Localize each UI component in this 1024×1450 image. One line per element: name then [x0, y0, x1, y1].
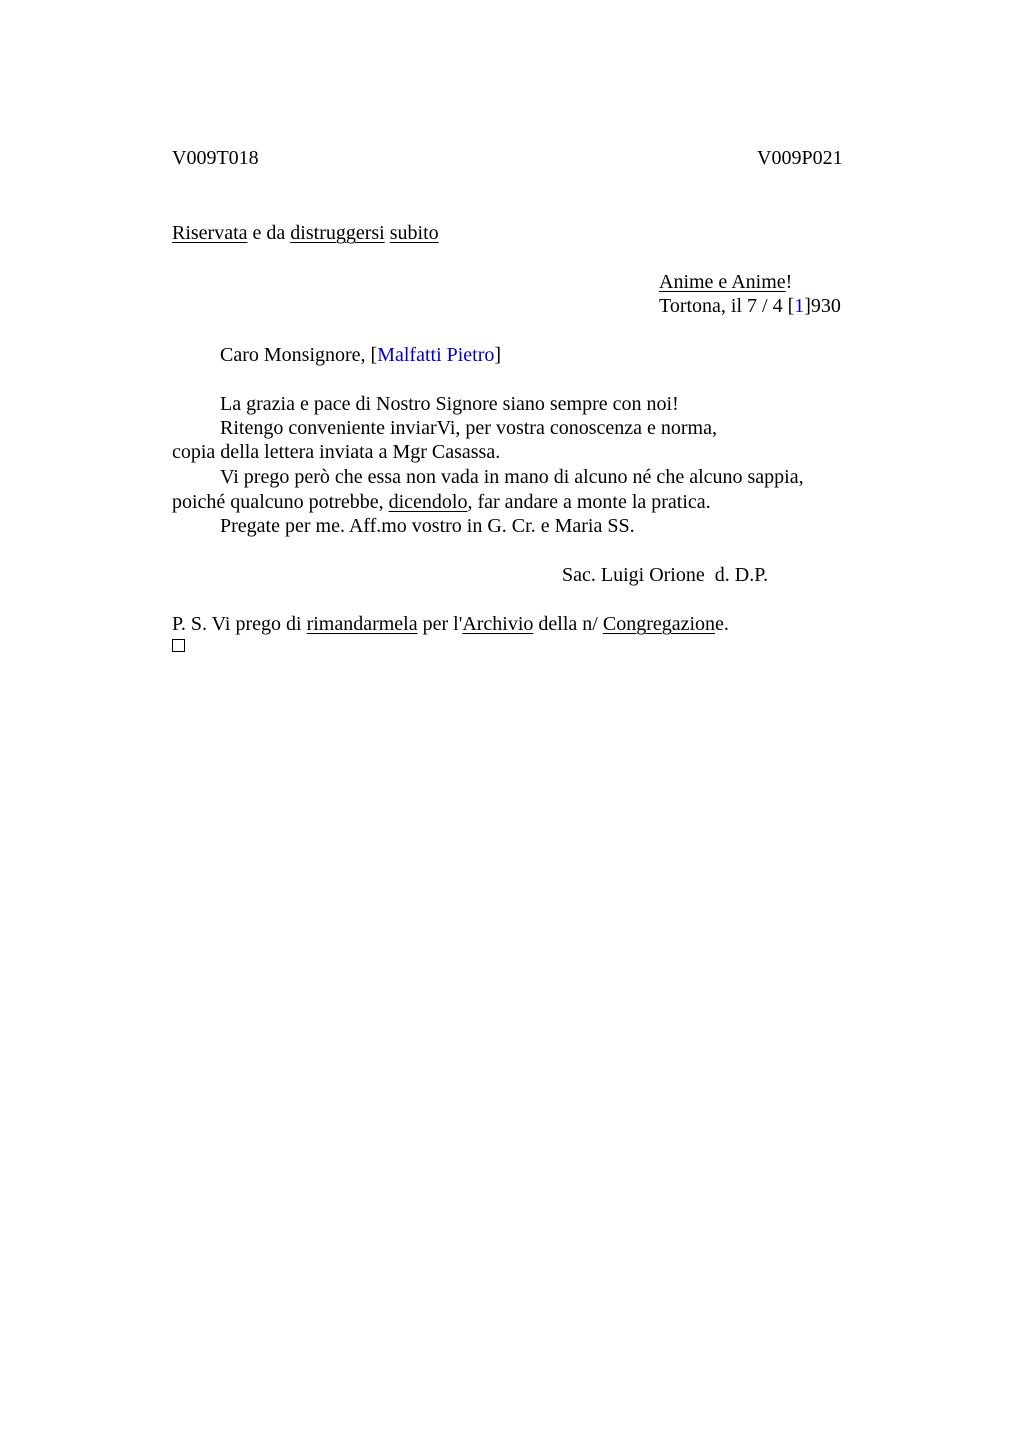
notice-word-e-da: e da	[247, 222, 291, 244]
motto-exclamation: !	[785, 271, 793, 293]
ps-text-2: per l'	[417, 613, 463, 635]
notice-word-distruggersi: distruggersi	[290, 222, 385, 244]
dateline	[659, 294, 841, 318]
ps-underlined-rimandarmela: rimandarmela	[306, 613, 418, 635]
notice-word-riservata: Riservata	[172, 222, 248, 244]
motto-underlined: Anime e Anime	[659, 271, 786, 293]
p3-pre: poiché qualcuno potrebbe,	[172, 491, 389, 513]
empty-checkbox-symbol	[172, 639, 185, 652]
ps-text-4: e.	[715, 613, 729, 635]
dateline-suffix: ]930	[804, 295, 841, 317]
ps-underlined-congregazione: Congregazion	[602, 613, 716, 635]
body-paragraph-2-line-1: Ritengo conveniente inviarVi, per vostra conoscenza e norma,	[220, 417, 717, 439]
document-code-left: V009T018	[172, 147, 259, 169]
body-paragraph-4: Pregate per me. Aff.mo vostro in G. Cr. e Maria SS.	[220, 515, 635, 537]
confidential-notice	[172, 221, 439, 245]
postscript	[172, 612, 729, 636]
dateline-editorial-insert: 1	[794, 295, 805, 317]
dateline-prefix: Tortona, il 7 / 4 [	[659, 295, 795, 317]
ps-text-3: della n/	[533, 613, 603, 635]
signature: Sac. Luigi Orione d. D.P.	[562, 564, 769, 586]
body-paragraph-2-line-2: copia della lettera inviata a Mgr Casassa.	[172, 441, 501, 463]
salutation-prefix: Caro Monsignore, [	[220, 344, 378, 366]
ps-text-1: P. S. Vi prego di	[172, 613, 307, 635]
body-paragraph-1: La grazia e pace di Nostro Signore siano sempre con noi!	[220, 393, 679, 415]
salutation	[220, 343, 501, 367]
body-paragraph-3-line-2	[172, 490, 711, 514]
recipient-name-link[interactable]: Malfatti Pietro	[377, 344, 495, 366]
body-paragraph-3-line-1: Vi prego però che essa non vada in mano di alcuno né che alcuno sappia,	[220, 466, 804, 488]
document-code-right: V009P021	[757, 147, 843, 169]
notice-word-subito: subito	[389, 222, 439, 244]
salutation-suffix: ]	[494, 344, 502, 366]
motto	[659, 270, 792, 294]
ps-underlined-archivio: Archivio	[462, 613, 534, 635]
p3-post: , far andare a monte la pratica.	[467, 491, 711, 513]
p3-underlined: dicendolo	[388, 491, 468, 513]
